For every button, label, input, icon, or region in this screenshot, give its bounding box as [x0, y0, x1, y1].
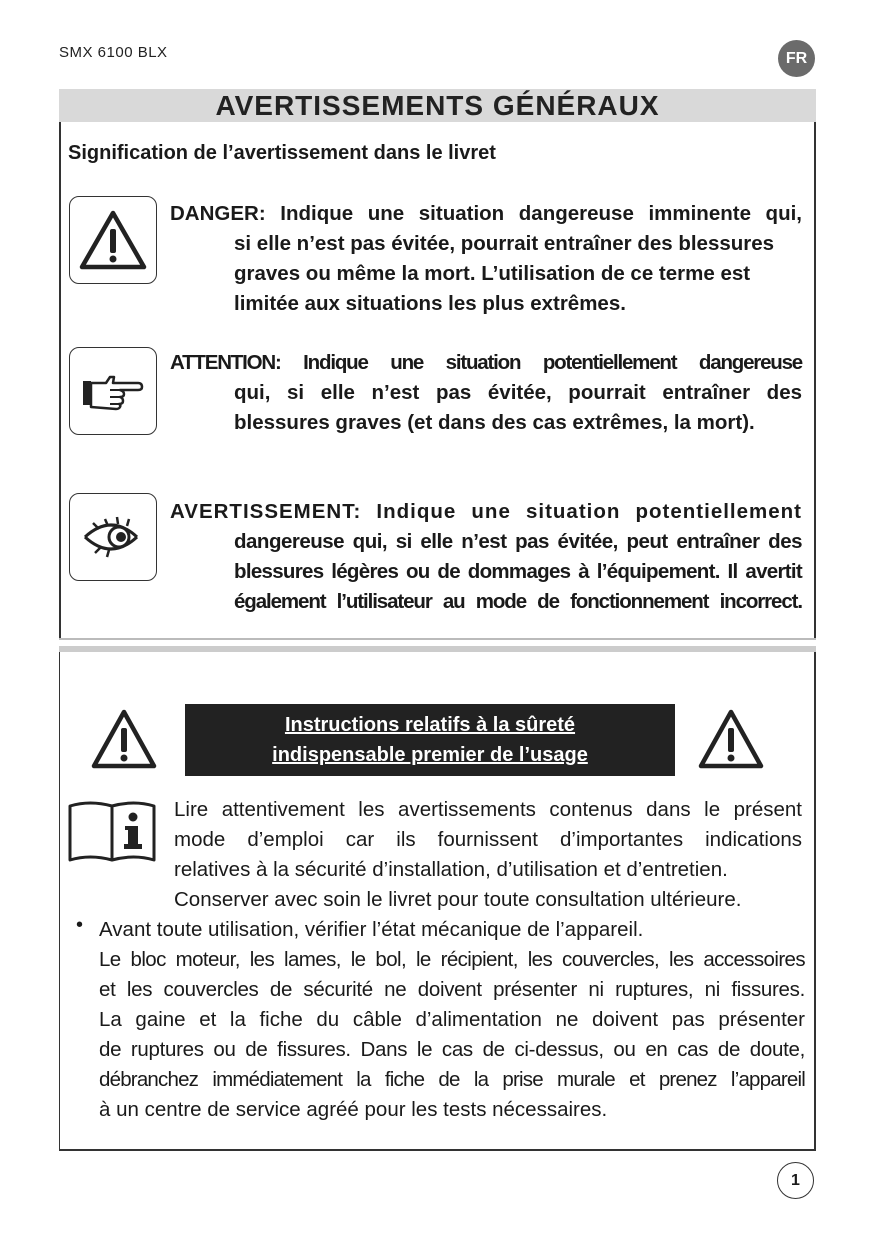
pointing-hand-icon [80, 371, 146, 411]
danger-line-2: si elle n’est pas évitée, pourrait entraîner des blessures [234, 232, 775, 255]
bullet-line-4: La gaine et la fiche du câble d’alimentation ne doivent pas présenter [99, 1008, 805, 1031]
warning-triangle-icon [90, 708, 158, 770]
intro-line-4: Conserver avec soin le livret pour toute consultation ultérieure. [174, 888, 742, 911]
page-number: 1 [777, 1162, 814, 1199]
intro-line-1: Lire attentivement les avertissements contenus dans le présent [174, 798, 802, 821]
attention-line-1: ATTENTION: Indique une situation potentiellement dangereuse [170, 351, 802, 374]
avertissement-line-2: dangereuse qui, si elle n’est pas évitée, peut entraîner des [234, 530, 802, 553]
avertissement-line-1: AVERTISSEMENT: Indique une situation potentiellement [170, 500, 802, 523]
danger-icon-box [69, 196, 157, 284]
bullet-line-3: et les couvercles de sécurité ne doivent présenter ni ruptures, ni fissures. [99, 978, 805, 1001]
intro-paragraph [174, 795, 802, 915]
eye-icon [81, 509, 145, 565]
attention-icon-box [69, 347, 157, 435]
safety-notice-banner [185, 704, 675, 776]
bullet-marker: • [76, 914, 84, 936]
avertissement-warning [170, 497, 802, 617]
avertissement-line-3: blessures légères ou de dommages à l’équipement. Il avertit [234, 560, 802, 583]
intro-line-3: relatives à la sécurité d’installation, d’utilisation et d’entretien. [174, 858, 728, 881]
attention-line-3: blessures graves (et dans des cas extrêmes, la mort). [234, 411, 755, 434]
danger-line-4: limitée aux situations les plus extrêmes. [234, 292, 626, 315]
danger-line-1: DANGER: Indique une situation dangereuse imminente qui, [170, 202, 802, 225]
danger-line-3: graves ou même la mort. L’utilisation de ce terme est [234, 262, 751, 285]
notice-line-1: Instructions relatifs à la sûreté [284, 714, 576, 736]
warning-triangle-icon [697, 708, 765, 770]
section-title-bar [59, 89, 816, 122]
warning-triangle-icon [78, 209, 148, 271]
section-divider [59, 638, 816, 652]
bullet-line-6: débranchez immédiatement la fiche de la prise murale et prenez l’appareil [99, 1068, 805, 1091]
warnings-subtitle: Signification de l’avertissement dans le livret [68, 142, 496, 164]
danger-warning [170, 199, 802, 319]
avertissement-icon-box [69, 493, 157, 581]
bullet-line-7: à un centre de service agréé pour les tests nécessaires. [99, 1098, 608, 1121]
language-badge: FR [778, 40, 815, 77]
model-number: SMX 6100 BLX [59, 44, 168, 61]
read-manual-icon [66, 798, 158, 862]
avertissement-line-4: également l’utilisateur au mode de fonctionnement incorrect. [234, 590, 802, 613]
attention-line-2: qui, si elle n’est pas évitée, pourrait entraîner des [234, 381, 802, 404]
bullet-line-1: Avant toute utilisation, vérifier l’état mécanique de l’appareil. [99, 918, 644, 941]
bullet-line-5: de ruptures ou de fissures. Dans le cas de ci-dessus, ou en cas de doute, [99, 1038, 805, 1061]
attention-warning [170, 348, 802, 438]
notice-line-2: indispensable premier de l’usage [272, 744, 588, 766]
intro-line-2: mode d’emploi car ils fournissent d’importantes indications [174, 828, 802, 851]
section-title: AVERTISSEMENTS GÉNÉRAUX [215, 89, 660, 121]
bullet-line-2: Le bloc moteur, les lames, le bol, le récipient, les couvercles, les accessoires [99, 948, 805, 971]
bullet-paragraph [99, 915, 805, 1125]
